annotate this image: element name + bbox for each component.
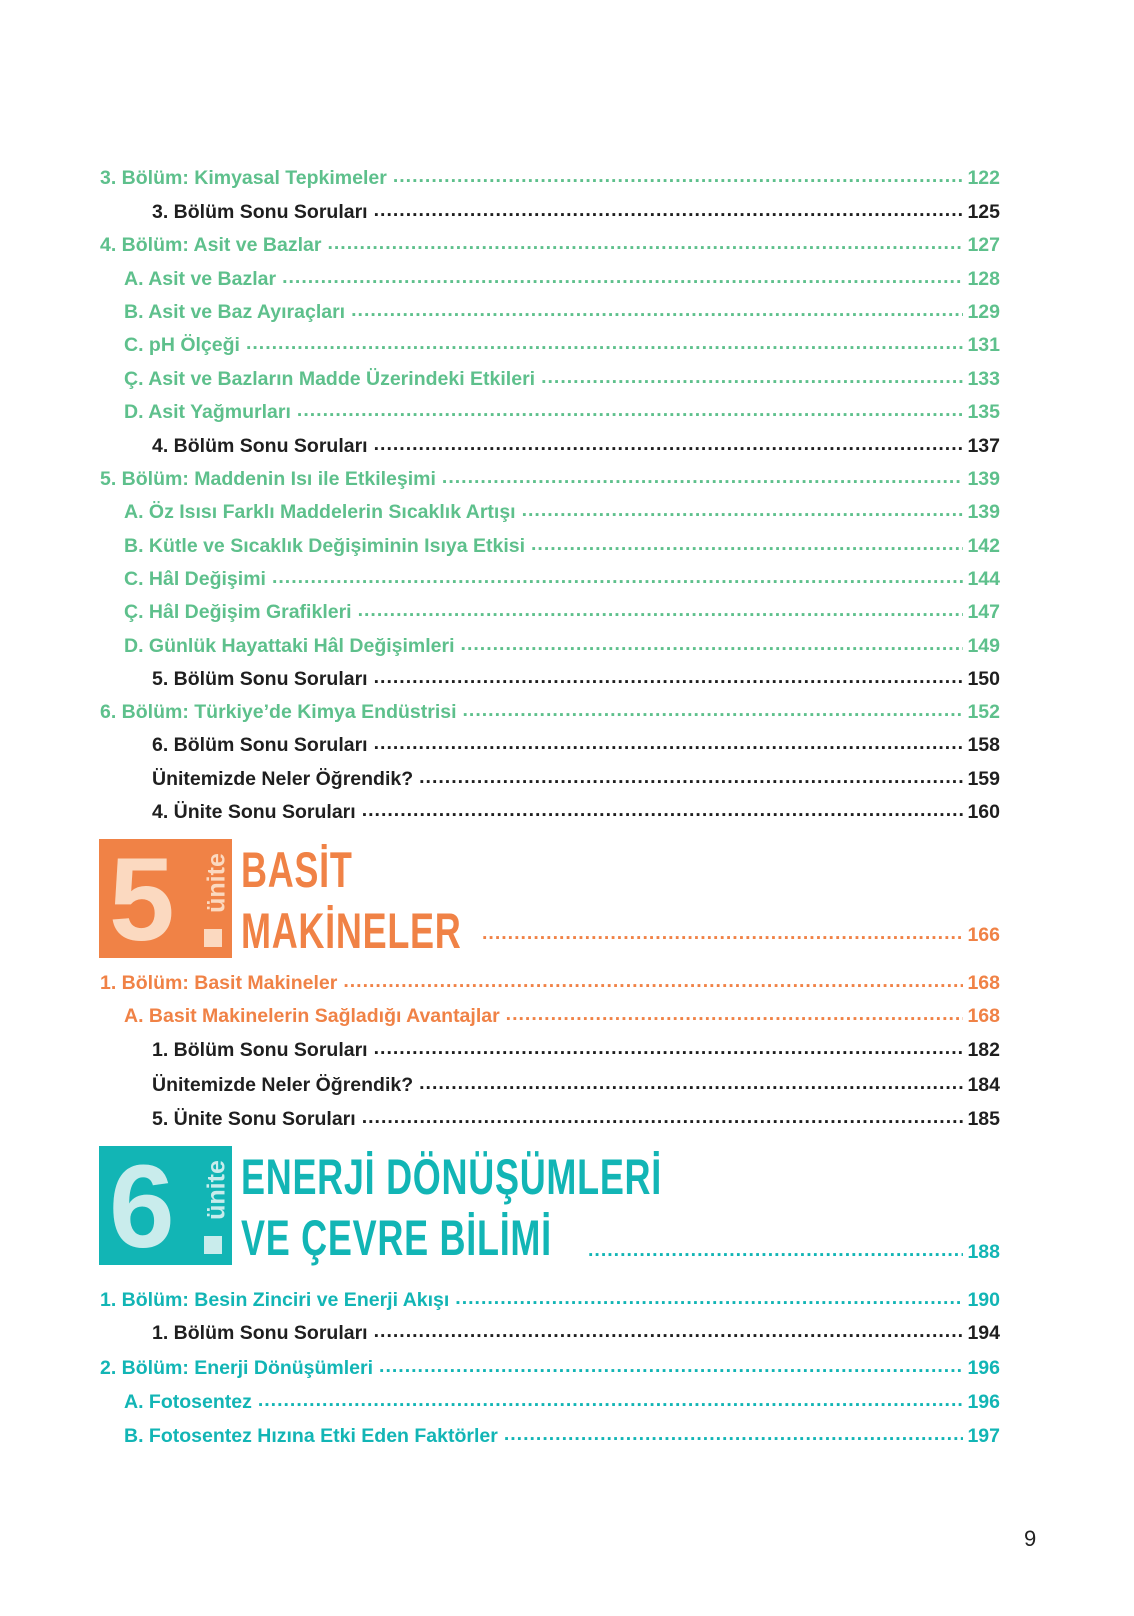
dot-leader [327,230,963,260]
toc-entry-page: 197 [967,1424,1000,1447]
toc-entry[interactable] [124,497,1000,527]
dot-leader [419,764,963,794]
toc-entry-page: 168 [967,1004,1000,1027]
toc-entry[interactable] [124,264,1000,294]
dot-leader [442,464,964,494]
toc-entry[interactable] [124,1001,1000,1031]
toc-entry[interactable] [124,397,1000,427]
unit-6-title-leader[interactable] [588,1237,1000,1267]
dot-leader [351,297,963,327]
toc-entry-page: 133 [967,367,1000,390]
toc-entry-page: 127 [967,233,1000,256]
toc-entry-page: 139 [967,467,1000,490]
toc-entry-page: 150 [967,667,1000,690]
toc-entry-label: A. Asit ve Bazlar [124,267,277,290]
dot-leader [282,264,963,294]
toc-entry-page: 152 [967,700,1000,723]
unit-square-mark [204,929,222,947]
toc-entry-page: 158 [967,733,1000,756]
unit-number: 6 [109,1141,171,1273]
toc-entry-page: 182 [967,1038,1000,1061]
toc-entry-label: 1. Bölüm: Besin Zinciri ve Enerji Akışı [100,1288,450,1311]
unit-5-badge [99,834,232,966]
dot-leader [461,631,964,661]
toc-entry-page: 184 [967,1073,1000,1096]
toc-entry-page: 196 [967,1390,1000,1413]
toc-entry-page: 194 [967,1321,1000,1344]
toc-entry[interactable] [124,330,1000,360]
toc-entry-label: 6. Bölüm: Türkiye’de Kimya Endüstrisi [100,700,457,723]
toc-entry[interactable] [124,531,1000,561]
toc-entry[interactable] [100,464,1000,494]
toc-entry-page: 160 [967,800,1000,823]
dot-leader [506,1001,964,1031]
toc-entry-label: B. Kütle ve Sıcaklık Değişiminin Isıya Etkisi [124,534,525,557]
dot-leader [463,697,964,727]
unit-5-title-line-1: BASİT [241,842,353,898]
toc-entry-label: B. Asit ve Baz Ayıraçları [124,300,346,323]
page-number: 9 [1024,1526,1037,1551]
toc-entry-label: 5. Bölüm Sonu Soruları [152,667,368,690]
dot-leader [374,1318,964,1348]
unit-label: ünite [202,1160,231,1220]
toc-entry[interactable] [124,564,1000,594]
toc-entry[interactable] [152,764,1000,794]
toc-entry[interactable] [152,197,1000,227]
toc-entry[interactable] [100,163,1000,193]
toc-entry-label: Ç. Hâl Değişim Grafikleri [124,600,352,623]
toc-entry[interactable] [100,230,1000,260]
toc-entry-label: C. pH Ölçeği [124,333,240,356]
dot-leader [588,1237,963,1267]
toc-entry-label: Ünitemizde Neler Öğrendik? [152,767,414,790]
dot-leader [258,1387,964,1417]
toc-entry-label: 5. Bölüm: Maddenin Isı ile Etkileşimi [100,467,436,490]
dot-leader [362,1104,964,1134]
dot-leader [393,163,964,193]
dot-leader [374,1035,964,1065]
toc-entry[interactable] [152,431,1000,461]
toc-entry-label: D. Günlük Hayattaki Hâl Değişimleri [124,634,455,657]
toc-entry[interactable] [152,1318,1000,1348]
toc-entry-label: Ç. Asit ve Bazların Madde Üzerindeki Etkileri [124,367,536,390]
dot-leader [419,1070,963,1100]
dot-leader [531,531,963,561]
toc-entry[interactable] [124,1421,1000,1451]
unit-label: ünite [202,853,231,913]
dot-leader [297,397,964,427]
toc-entry-page: 139 [967,500,1000,523]
toc-entry[interactable] [152,1035,1000,1065]
dot-leader [272,564,963,594]
toc-entry[interactable] [124,597,1000,627]
dot-leader [374,197,964,227]
toc-entry-label: A. Öz Isısı Farklı Maddelerin Sıcaklık Artışı [124,500,516,523]
toc-entry-page: 125 [967,200,1000,223]
dot-leader [374,730,964,760]
toc-entry-label: A. Basit Makinelerin Sağladığı Avantajlar [124,1004,500,1027]
page-ref: 188 [967,1240,1000,1263]
toc-entry-label: C. Hâl Değişimi [124,567,266,590]
unit-6-title-line-2: VE ÇEVRE BİLİMİ [241,1210,552,1266]
toc-entry-page: 159 [967,767,1000,790]
toc-entry-page: 149 [967,634,1000,657]
unit-5-title-line-2: MAKİNELER [241,903,462,959]
toc-entry-page: 144 [967,567,1000,590]
toc-entry-label: 1. Bölüm Sonu Soruları [152,1321,368,1344]
toc-entry-page: 196 [967,1356,1000,1379]
dot-leader [358,597,964,627]
toc-entry[interactable] [152,664,1000,694]
toc-entry-page: 168 [967,971,1000,994]
toc-entry-page: 122 [967,166,1000,189]
dot-leader [482,920,963,950]
toc-entry-page: 135 [967,400,1000,423]
toc-entry[interactable] [152,797,1000,827]
toc-entry-label: 1. Bölüm: Basit Makineler [100,971,338,994]
unit-6-badge [99,1141,232,1273]
toc-entry-label: 4. Bölüm Sonu Soruları [152,434,368,457]
toc-entry-label: D. Asit Yağmurları [124,400,291,423]
toc-entry[interactable] [124,1387,1000,1417]
toc-entry[interactable] [152,1070,1000,1100]
unit-6-title-line-1: ENERJİ DÖNÜŞÜMLERİ [241,1149,663,1205]
toc-entry-label: 6. Bölüm Sonu Soruları [152,733,368,756]
toc-entry-label: B. Fotosentez Hızına Etki Eden Faktörler [124,1424,498,1447]
dot-leader [504,1421,964,1451]
toc-entry-label: 1. Bölüm Sonu Soruları [152,1038,368,1061]
toc-entry-label: 5. Ünite Sonu Soruları [152,1107,356,1130]
toc-entry[interactable] [124,364,1000,394]
unit-number: 5 [109,834,171,966]
toc-entry-page: 190 [967,1288,1000,1311]
dot-leader [455,1285,963,1315]
toc-entry-page: 128 [967,267,1000,290]
page-ref: 166 [967,923,1000,946]
toc-entry-page: 147 [967,600,1000,623]
toc-entry[interactable] [152,1104,1000,1134]
dot-leader [362,797,964,827]
toc-entry-page: 185 [967,1107,1000,1130]
unit-5-title-leader[interactable] [482,920,1000,950]
toc-entry[interactable] [100,1285,1000,1315]
dot-leader [379,1353,963,1383]
toc-entry-page: 131 [967,333,1000,356]
toc-entry[interactable] [100,1353,1000,1383]
dot-leader [374,664,964,694]
toc-entry-page: 129 [967,300,1000,323]
toc-entry[interactable] [100,697,1000,727]
toc-entry[interactable] [100,968,1000,998]
toc-entry[interactable] [152,730,1000,760]
unit-square-mark [204,1236,222,1254]
toc-entry-label: 4. Ünite Sonu Soruları [152,800,356,823]
toc-entry[interactable] [124,631,1000,661]
dot-leader [541,364,963,394]
dot-leader [374,431,964,461]
toc-entry-page: 137 [967,434,1000,457]
toc-entry-label: 3. Bölüm: Kimyasal Tepkimeler [100,166,387,189]
toc-entry-page: 142 [967,534,1000,557]
toc-entry[interactable] [124,297,1000,327]
toc-entry-label: A. Fotosentez [124,1390,252,1413]
toc-entry-label: 4. Bölüm: Asit ve Bazlar [100,233,322,256]
toc-entry-label: Ünitemizde Neler Öğrendik? [152,1073,414,1096]
dot-leader [522,497,964,527]
toc-entry-label: 2. Bölüm: Enerji Dönüşümleri [100,1356,374,1379]
dot-leader [343,968,963,998]
toc-entry-label: 3. Bölüm Sonu Soruları [152,200,368,223]
dot-leader [246,330,964,360]
